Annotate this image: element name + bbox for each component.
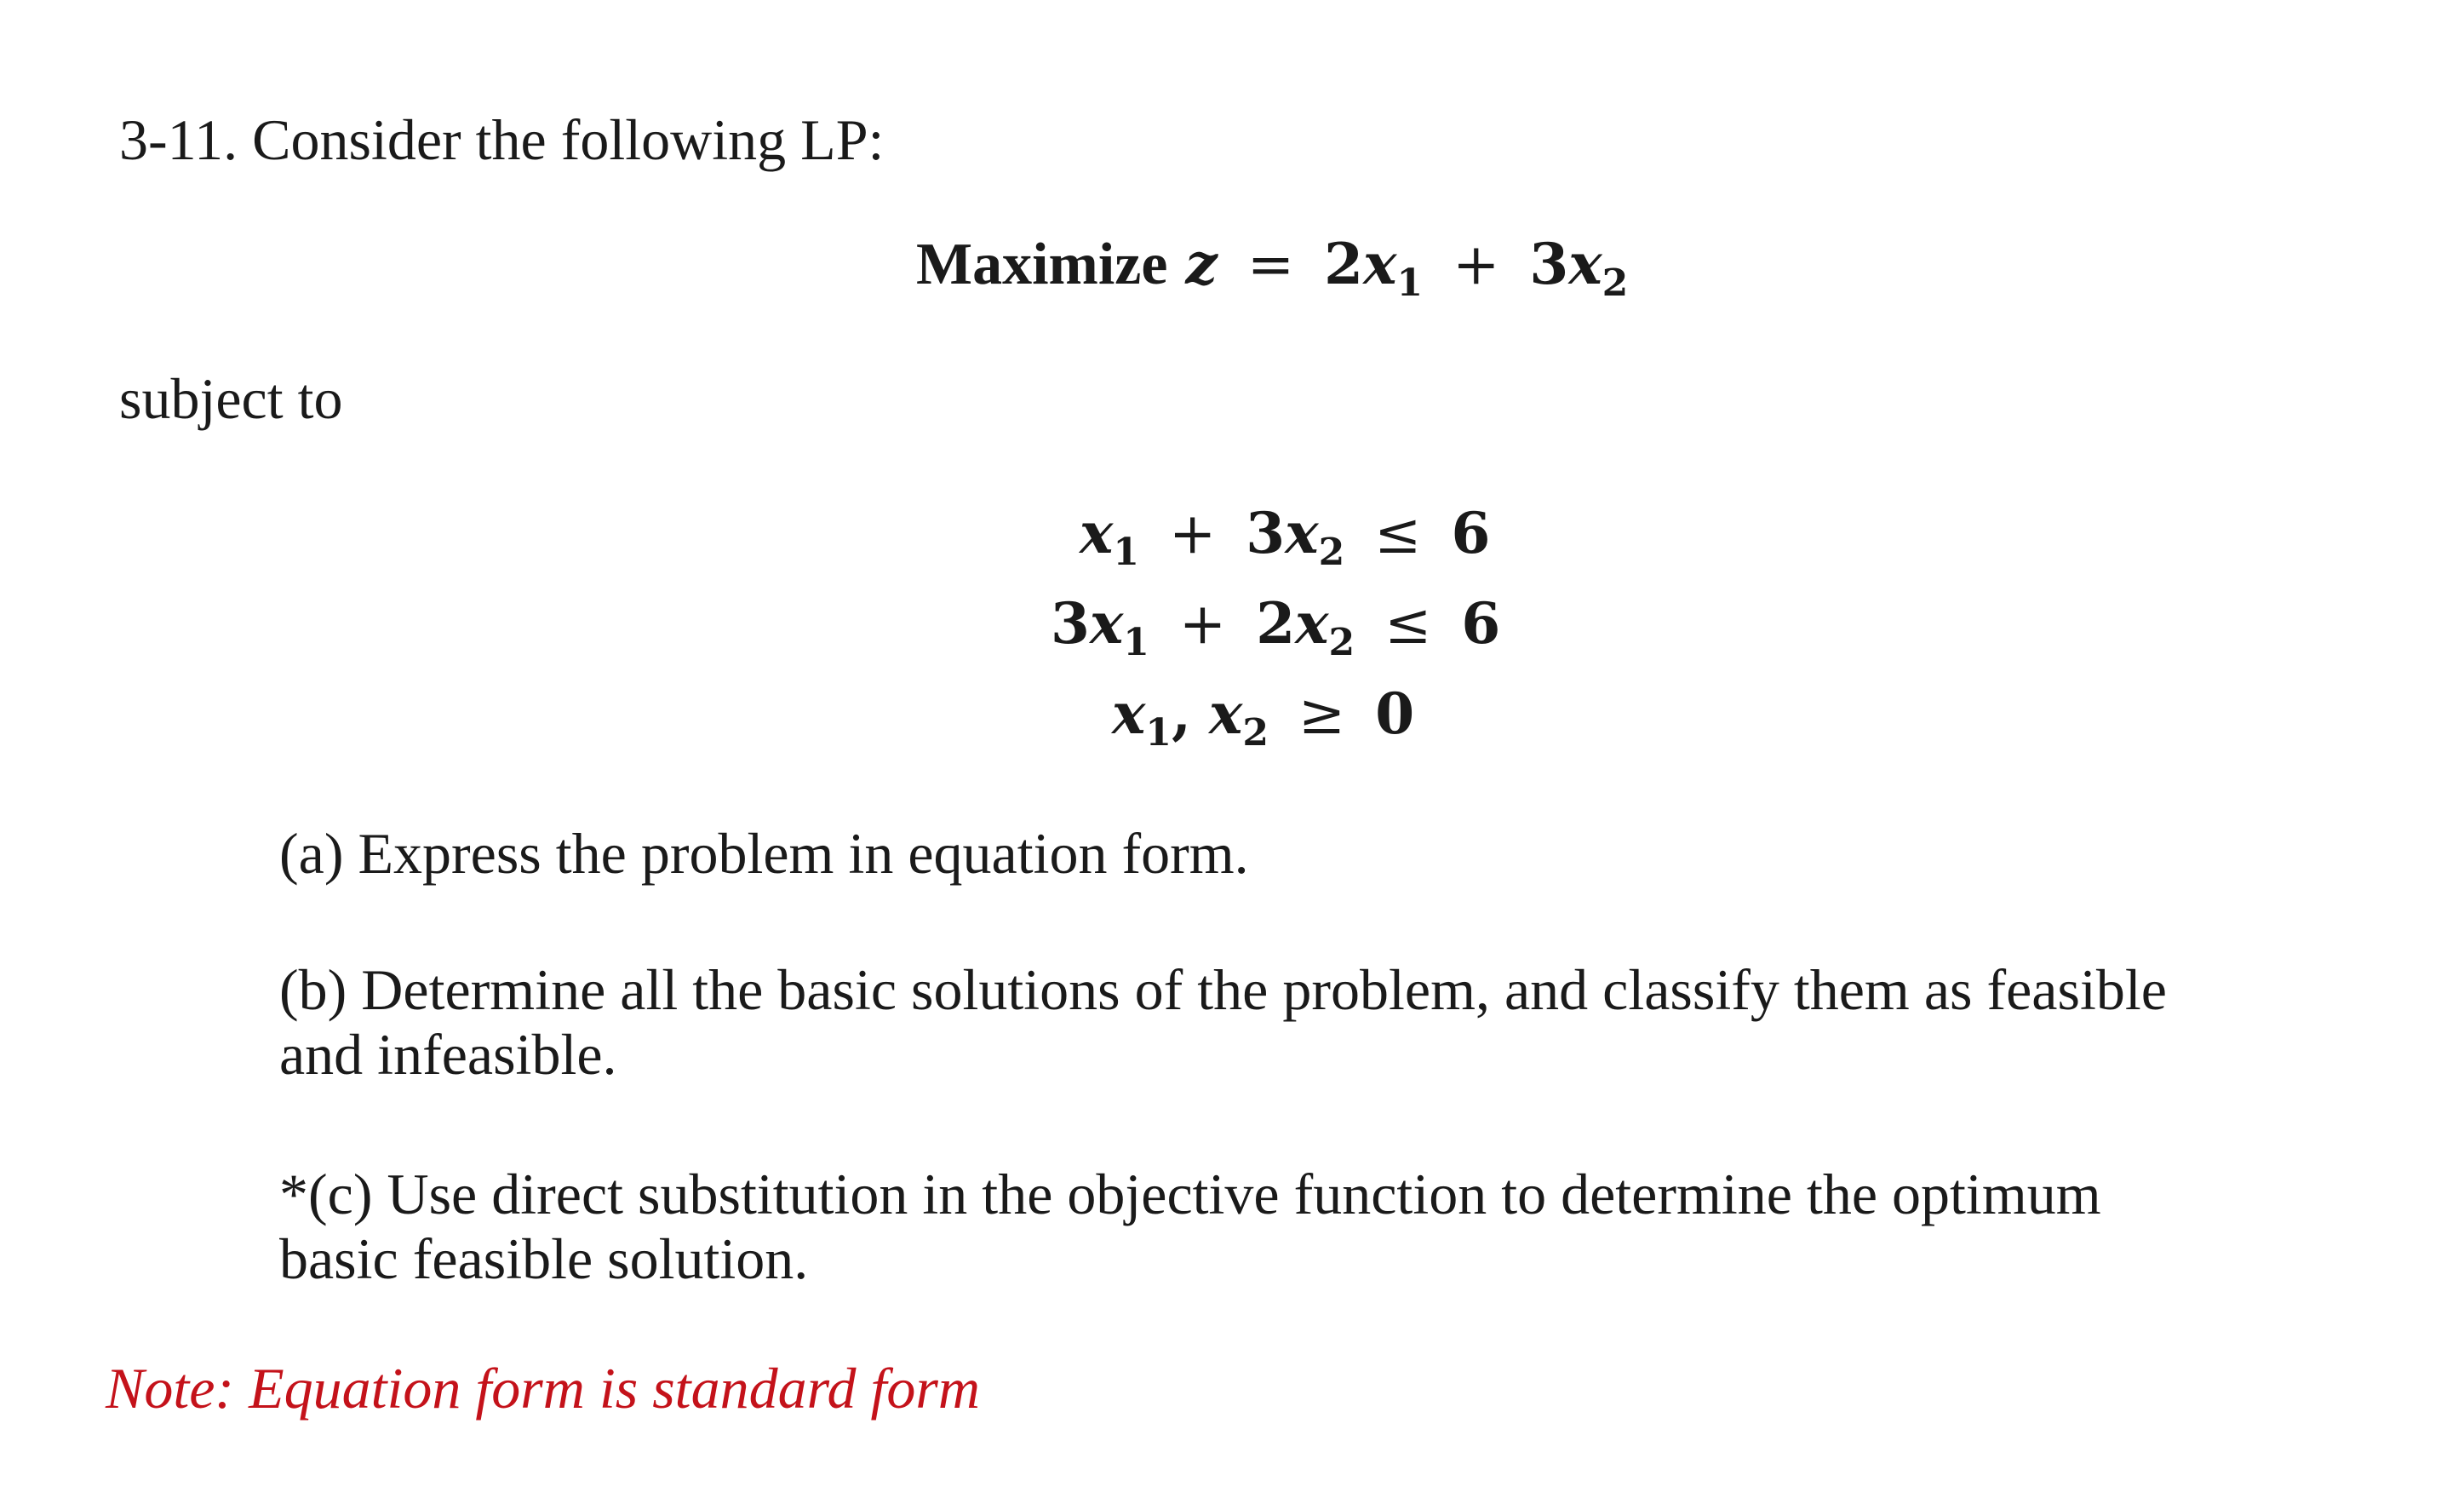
constraint-3-rhs: 0 — [1375, 680, 1415, 747]
objective-sub-2: 2 — [1602, 261, 1629, 305]
objective-sub-1: 1 — [1396, 261, 1424, 305]
constraint-2-coef-1: 3 — [1051, 590, 1090, 657]
constraint-3-var-1: x — [1112, 680, 1146, 747]
part-c-line-2: basic feasible solution. — [279, 1226, 809, 1291]
constraint-2-sub-2: 2 — [1328, 621, 1355, 664]
constraint-1-coef-2: 3 — [1246, 500, 1286, 566]
constraint-2-plus: + — [1178, 591, 1227, 657]
part-c-line-1: *(c) Use direct substitution in the objective function to determine the optimum — [279, 1162, 2101, 1226]
objective-function — [916, 230, 1628, 318]
objective-label: Maximize — [916, 232, 1168, 297]
constraint-2-rel: ≤ — [1384, 591, 1432, 657]
objective-var-2: x — [1568, 231, 1602, 297]
constraint-3-sub-1: 1 — [1145, 711, 1172, 755]
constraint-1-var-1: x — [1080, 500, 1114, 566]
constraint-3 — [1112, 680, 1414, 767]
constraint-3-rel: ≥ — [1298, 681, 1346, 747]
objective-variable: z — [1185, 231, 1218, 297]
constraint-3-comma: , — [1171, 680, 1191, 747]
constraint-1-plus: + — [1168, 501, 1217, 566]
constraint-1-sub-2: 2 — [1318, 531, 1345, 574]
constraint-2-var-2: x — [1295, 590, 1329, 657]
constraint-1-sub-1: 1 — [1113, 531, 1139, 574]
objective-var-1: x — [1363, 231, 1397, 297]
constraint-2-sub-1: 1 — [1123, 621, 1149, 664]
constraint-1-rel: ≤ — [1374, 501, 1422, 566]
constraint-3-sub-2: 2 — [1242, 711, 1269, 755]
constraint-2-var-1: x — [1089, 590, 1124, 657]
constraint-1-rhs: 6 — [1451, 500, 1491, 566]
objective-coef-1: 2 — [1324, 231, 1364, 297]
objective-plus: + — [1453, 232, 1500, 297]
note-text: Note: Equation form is standard form — [106, 1356, 980, 1421]
part-a: (a) Express the problem in equation form. — [279, 821, 1249, 886]
constraint-1-var-2: x — [1285, 500, 1319, 566]
constraint-2-rhs: 6 — [1461, 590, 1501, 657]
part-b-line-1: (b) Determine all the basic solutions of the problem, and classify them as feasible — [279, 957, 2167, 1022]
subject-to-label: subject to — [119, 366, 343, 431]
constraint-3-var-2: x — [1208, 680, 1243, 747]
part-b-line-2: and infeasible. — [279, 1022, 617, 1087]
objective-equals: = — [1246, 232, 1295, 297]
constraint-2 — [1051, 589, 1500, 677]
objective-coef-2: 3 — [1529, 231, 1569, 297]
constraint-1 — [1080, 499, 1490, 587]
problem-heading: 3-11. Consider the following LP: — [119, 107, 885, 172]
constraint-2-coef-2: 2 — [1256, 590, 1296, 657]
